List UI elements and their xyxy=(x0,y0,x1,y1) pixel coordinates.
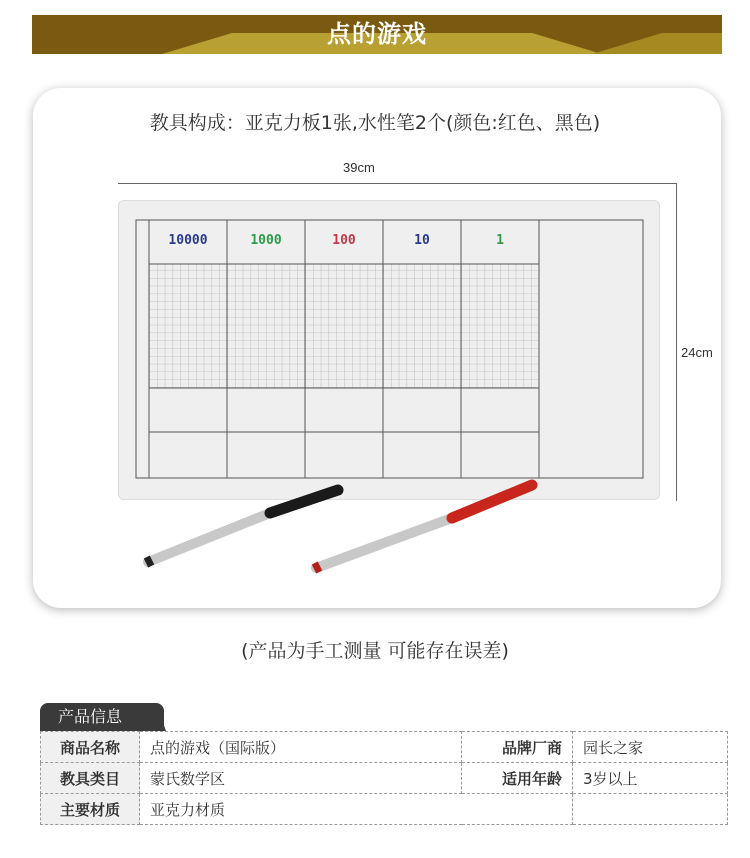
product-info-tab: 产品信息 xyxy=(40,703,164,731)
place-value-label: 10 xyxy=(414,233,430,248)
info-label: 品牌厂商 xyxy=(462,732,573,763)
info-label: 主要材质 xyxy=(41,794,140,825)
measurement-note: (产品为手工测量 可能存在误差) xyxy=(241,640,509,662)
section-banner xyxy=(32,15,722,54)
info-value xyxy=(573,794,728,825)
black-marker xyxy=(146,490,338,563)
info-label: 教具类目 xyxy=(41,763,140,794)
place-value-label: 100 xyxy=(332,233,356,248)
info-label: 商品名称 xyxy=(41,732,140,763)
width-label: 39cm xyxy=(343,160,375,175)
place-value-label: 1000 xyxy=(250,233,282,248)
info-value: 亚克力材质 xyxy=(140,794,462,825)
composition-text: 教具构成：亚克力板1张,水性笔2个(颜色:红色、黑色) xyxy=(149,112,601,134)
table-row xyxy=(41,763,728,794)
height-dimension-line xyxy=(676,183,677,501)
info-value: 蒙氏数学区 xyxy=(140,763,462,794)
width-dimension-line xyxy=(118,183,677,184)
table-row xyxy=(41,794,728,825)
markers-image xyxy=(130,470,550,590)
product-info-table xyxy=(40,731,728,825)
place-value-label: 1 xyxy=(496,233,504,248)
info-label xyxy=(462,794,573,825)
info-label: 适用年龄 xyxy=(462,763,573,794)
info-value: 点的游戏（国际版） xyxy=(140,732,462,763)
info-value: 3岁以上 xyxy=(573,763,728,794)
red-marker xyxy=(314,485,532,569)
table-row xyxy=(41,732,728,763)
info-value: 园长之家 xyxy=(573,732,728,763)
height-label: 24cm xyxy=(681,345,713,360)
product-info-tab-tail xyxy=(156,703,166,731)
place-value-label: 10000 xyxy=(168,233,208,248)
banner-title: 点的游戏 xyxy=(327,20,427,48)
